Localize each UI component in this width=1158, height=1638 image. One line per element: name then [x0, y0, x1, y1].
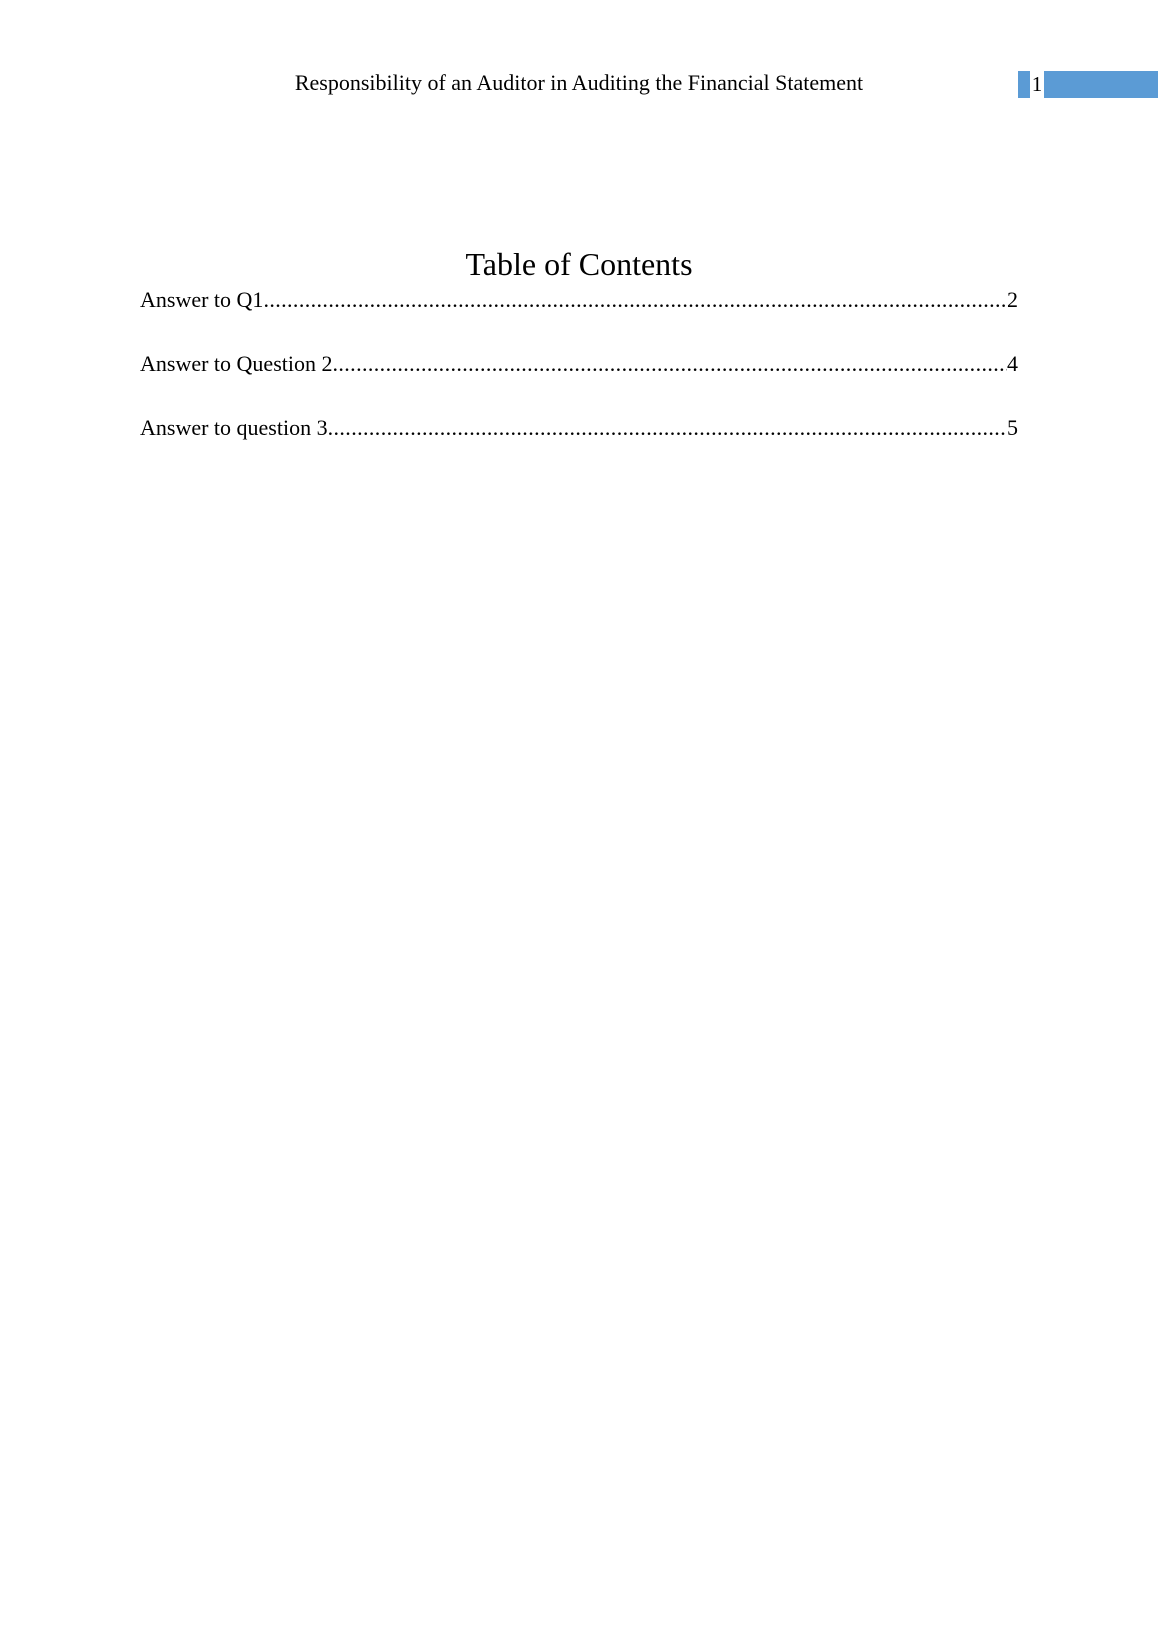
toc-dot-leader	[263, 285, 1007, 315]
toc-heading: Table of Contents	[465, 246, 693, 282]
toc-dot-leader	[332, 349, 1007, 379]
toc-entry-q3[interactable]	[140, 413, 1018, 443]
toc-entry-q2[interactable]	[140, 349, 1018, 379]
toc-dot-leader	[328, 413, 1007, 443]
toc-entry-label: Answer to Q1	[140, 287, 264, 312]
toc-entry-page: 4	[1007, 351, 1018, 376]
toc-entry-q1[interactable]	[140, 285, 1018, 315]
toc-entry-page: 5	[1007, 415, 1018, 440]
toc-entry-label: Answer to Question 2	[140, 351, 333, 376]
toc-entry-label: Answer to question 3	[140, 415, 328, 440]
toc-entry-page: 2	[1007, 287, 1018, 312]
running-header-title: Responsibility of an Auditor in Auditing the Financial Statement	[294, 70, 864, 95]
toc-list	[140, 285, 1018, 477]
page-number: 1	[1031, 72, 1043, 96]
